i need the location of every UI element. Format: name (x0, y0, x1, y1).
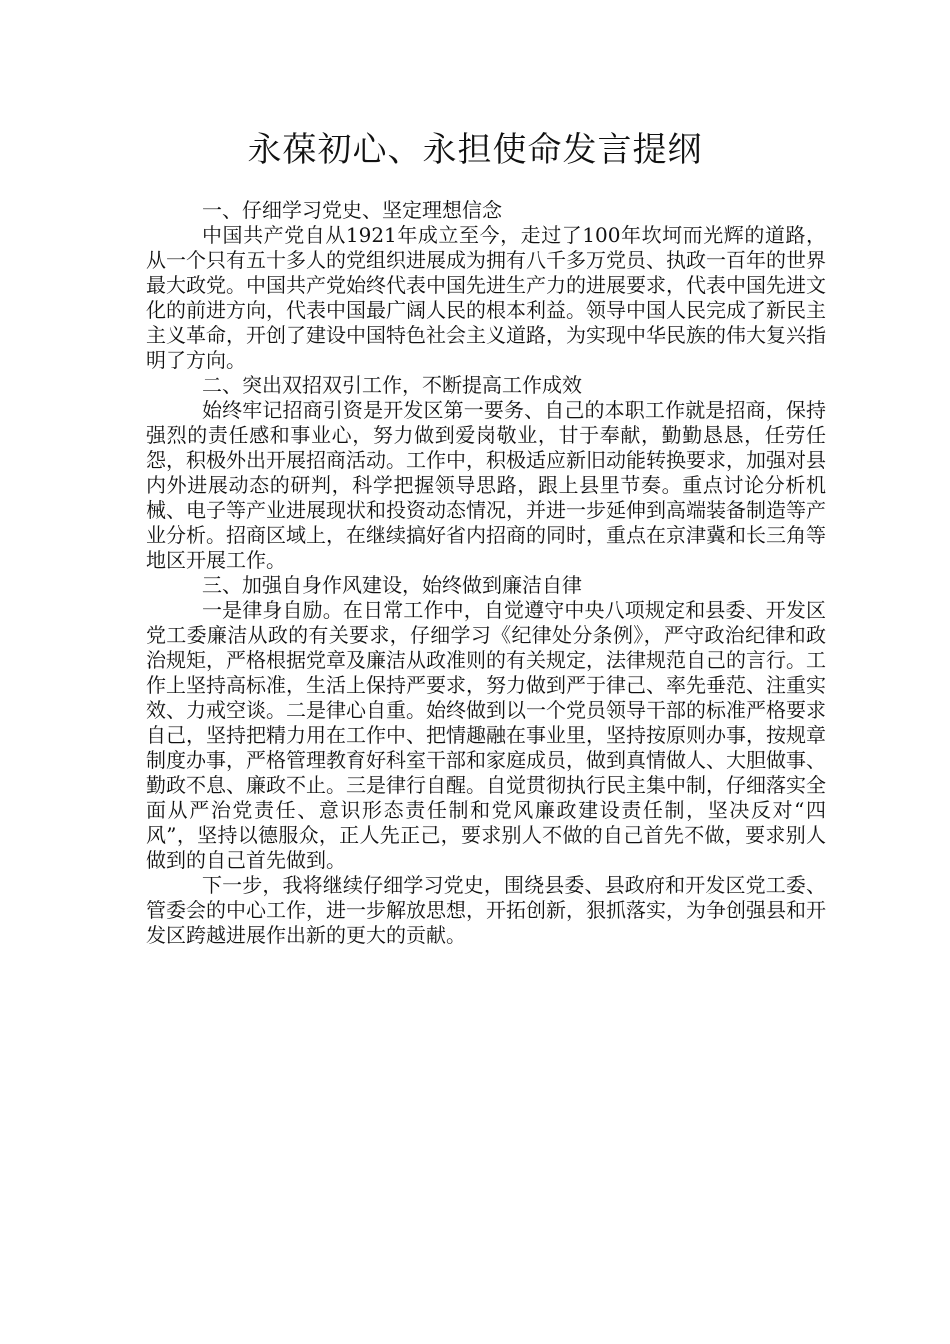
section-heading-1: 一、仔细学习党史、坚定理想信念 (202, 198, 502, 222)
body-paragraph-3: 一是律身自励。在日常工作中，自觉遵守中央八项规定和县委、开发区党工委廉洁从政的有关要求，仔细学习《纪律处分条例》，严守政治纪律和政治规矩，严格根据党章及廉洁从政准则的有关规定，法律规范自己的言行。工作上坚持高标准，生活上保持严要求，努力做到严于律己、率先垂范、注重实效、力戒空谈。二是律心自重。始终做到以一个党员领导干部的标准严格要求自己，坚持把精力用在工作中、把情趣融在事业里，坚持按原则办事，按规章制度办事，严格管理教育好科室干部和家庭成员，做到真情做人、大胆做事、勤政不息、廉政不止。三是律行自醒。自觉贯彻执行民主集中制，仔细落实全面从严治党责任、意识形态责任制和党风廉政建设责任制，坚决反对“四风”，坚持以德服众，正人先正己，要求别人不做的自己首先不做，要求别人做到的自己首先做到。 (146, 598, 826, 872)
body-paragraph-2: 始终牢记招商引资是开发区第一要务、自己的本职工作就是招商，保持强烈的责任感和事业心，努力做到爱岗敬业，甘于奉献，勤勤恳恳，任劳任怨，积极外出开展招商活动。工作中，积极适应新旧动能转换要求，加强对县内外进展动态的研判，科学把握领导思路，跟上县里节奏。重点讨论分析机械、电子等产业进展现状和投资动态情况，并进一步延伸到高端装备制造等产业分析。招商区域上，在继续搞好省内招商的同时，重点在京津冀和长三角等地区开展工作。 (146, 398, 826, 572)
section-heading-2: 二、突出双招双引工作，不断提高工作成效 (202, 373, 582, 397)
document-body (146, 198, 826, 948)
section-heading-3: 三、加强自身作风建设，始终做到廉洁自律 (202, 573, 582, 597)
body-paragraph-1: 中国共产党自从1921年成立至今，走过了100年坎坷而光辉的道路，从一个只有五十多人的党组织进展成为拥有八千多万党员、执政一百年的世界最大政党。中国共产党始终代表中国先进生产力的进展要求，代表中国先进文化的前进方向，代表中国最广阔人民的根本利益。领导中国人民完成了新民主主义革命，开创了建设中国特色社会主义道路，为实现中华民族的伟大复兴指明了方向。 (146, 223, 826, 372)
document-title: 永葆初心、永担使命发言提纲 (247, 130, 703, 170)
closing-paragraph: 下一步，我将继续仔细学习党史，围绕县委、县政府和开发区党工委、管委会的中心工作，进一步解放思想，开拓创新，狠抓落实，为争创强县和开发区跨越进展作出新的更大的贡献。 (146, 873, 826, 947)
